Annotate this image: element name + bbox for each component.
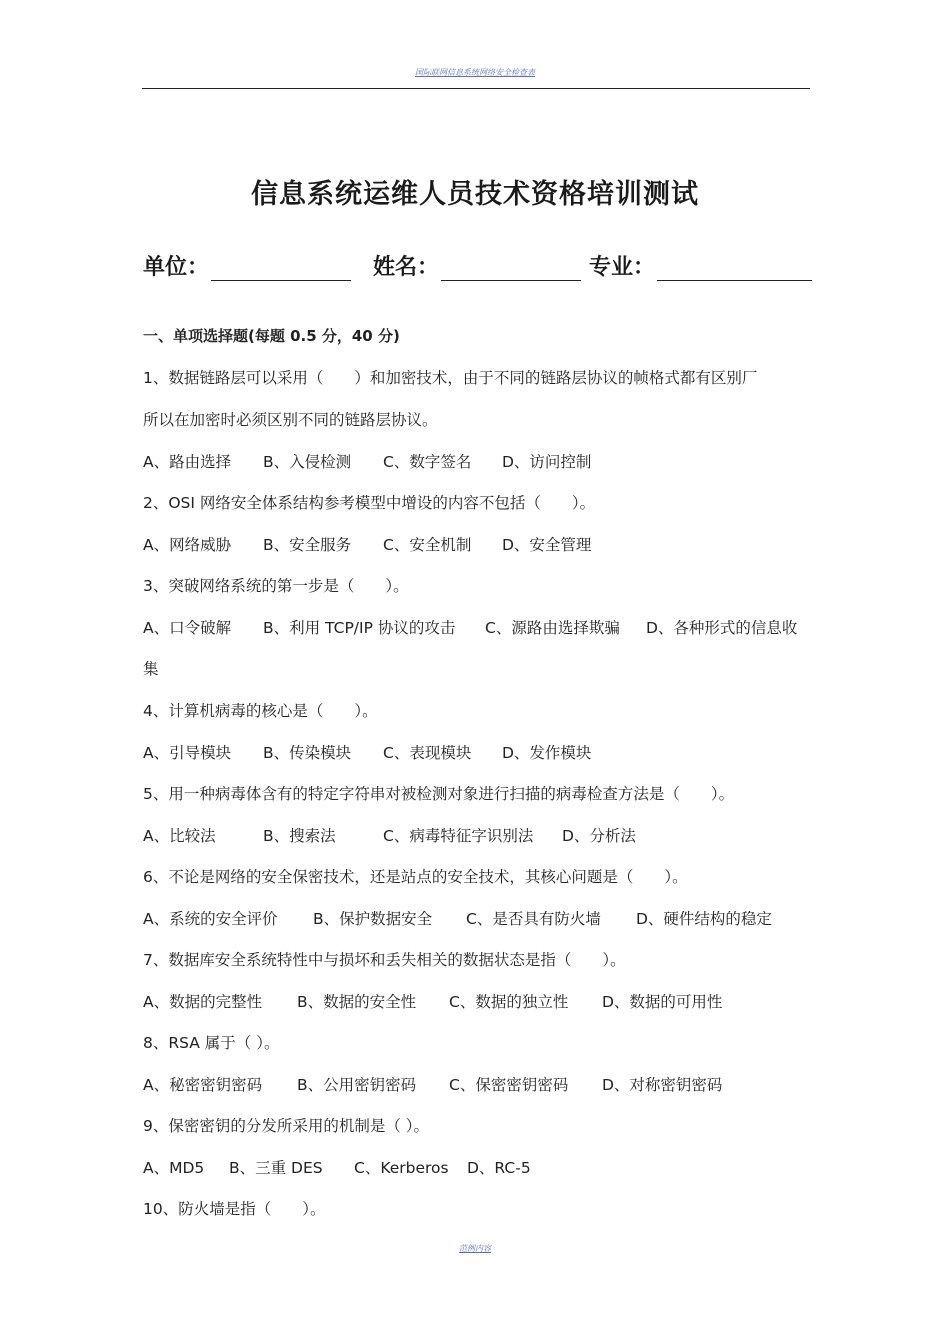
option-a: A、网络威胁 — [143, 536, 232, 554]
option-c: C、病毒特征字识别法 — [383, 827, 534, 845]
major-blank — [657, 258, 812, 281]
name-blank — [441, 258, 581, 281]
option-c: C、表现模块 — [383, 744, 472, 762]
option-c: C、是否具有防火墙 — [466, 910, 601, 928]
question-stem: 2、OSI 网络安全体系结构参考模型中增设的内容不包括（ ）。 — [143, 494, 596, 512]
option-b: B、三重 DES — [229, 1159, 323, 1177]
question-stem: 7、数据库安全系统特性中与损坏和丢失相关的数据状态是指（ ）。 — [143, 951, 626, 969]
option-b: B、传染模块 — [263, 744, 352, 762]
option-b: B、入侵检测 — [263, 453, 352, 471]
question-stem: 6、不论是网络的安全保密技术，还是站点的安全技术，其核心问题是（ ）。 — [143, 868, 688, 886]
question-stem: 8、RSA 属于（ ）。 — [143, 1034, 280, 1052]
option-b: B、数据的安全性 — [297, 993, 417, 1011]
option-d: D、访问控制 — [502, 453, 592, 471]
option-d: D、数据的可用性 — [602, 993, 723, 1011]
question-stem: 5、用一种病毒体含有的特定字符串对被检测对象进行扫描的病毒检查方法是（ ）。 — [143, 785, 735, 803]
name-label: 姓名： — [373, 255, 440, 280]
option-a: A、口令破解 — [143, 619, 232, 637]
page-footer: 范例内容 — [459, 1244, 491, 1253]
option-c: C、数字签名 — [383, 453, 472, 471]
header-divider — [142, 88, 810, 89]
question-stem: 4、计算机病毒的核心是（ ）。 — [143, 702, 378, 720]
option-d: D、安全管理 — [502, 536, 592, 554]
info-fields — [143, 250, 811, 280]
unit-label: 单位： — [143, 255, 210, 280]
option-d: D、发作模块 — [502, 744, 592, 762]
option-a: A、引导模块 — [143, 744, 232, 762]
question-stem: 1、数据链路层可以采用（ ）和加密技术，由于不同的链路层协议的帧格式都有区别厂 — [143, 369, 758, 387]
option-c: C、源路由选择欺骗 — [485, 619, 620, 637]
option-a: A、比较法 — [143, 827, 216, 845]
major-label: 专业： — [589, 255, 656, 280]
question-stem-continued: 所以在加密时必须区别不同的链路层协议。 — [143, 411, 438, 429]
option-c: C、Kerberos — [354, 1159, 449, 1177]
option-a: A、MD5 — [143, 1159, 205, 1177]
option-b: B、保护数据安全 — [313, 910, 433, 928]
option-a: A、秘密密钥密码 — [143, 1076, 263, 1094]
question-stem: 9、保密密钥的分发所采用的机制是（ ）。 — [143, 1117, 430, 1135]
option-wrap-text: 集 — [143, 660, 159, 678]
option-d: D、RC-5 — [467, 1159, 531, 1177]
option-a: A、系统的安全评价 — [143, 910, 278, 928]
question-stem: 10、防火墙是指（ ）。 — [143, 1200, 326, 1218]
option-d: D、各种形式的信息收 — [646, 619, 798, 637]
option-c: C、安全机制 — [383, 536, 472, 554]
option-d: D、分析法 — [562, 827, 636, 845]
option-a: A、数据的完整性 — [143, 993, 263, 1011]
option-c: C、保密密钥密码 — [449, 1076, 569, 1094]
unit-blank — [211, 258, 351, 281]
section-heading: 一、单项选择题(每题 0.5 分，40 分) — [143, 327, 400, 345]
page-header: 国际联网信息系统网络安全检查表 — [415, 68, 535, 77]
document-title: 信息系统运维人员技术资格培训测试 — [251, 179, 699, 210]
option-b: B、搜索法 — [263, 827, 336, 845]
question-stem: 3、突破网络系统的第一步是（ ）。 — [143, 577, 409, 595]
option-b: B、安全服务 — [263, 536, 352, 554]
option-b: B、公用密钥密码 — [297, 1076, 417, 1094]
major-field — [589, 250, 812, 281]
option-b: B、利用 TCP/IP 协议的攻击 — [263, 619, 456, 637]
name-field — [373, 250, 581, 281]
option-c: C、数据的独立性 — [449, 993, 569, 1011]
option-d: D、对称密钥密码 — [602, 1076, 723, 1094]
option-a: A、路由选择 — [143, 453, 232, 471]
unit-field — [143, 250, 351, 281]
option-d: D、硬件结构的稳定 — [636, 910, 772, 928]
